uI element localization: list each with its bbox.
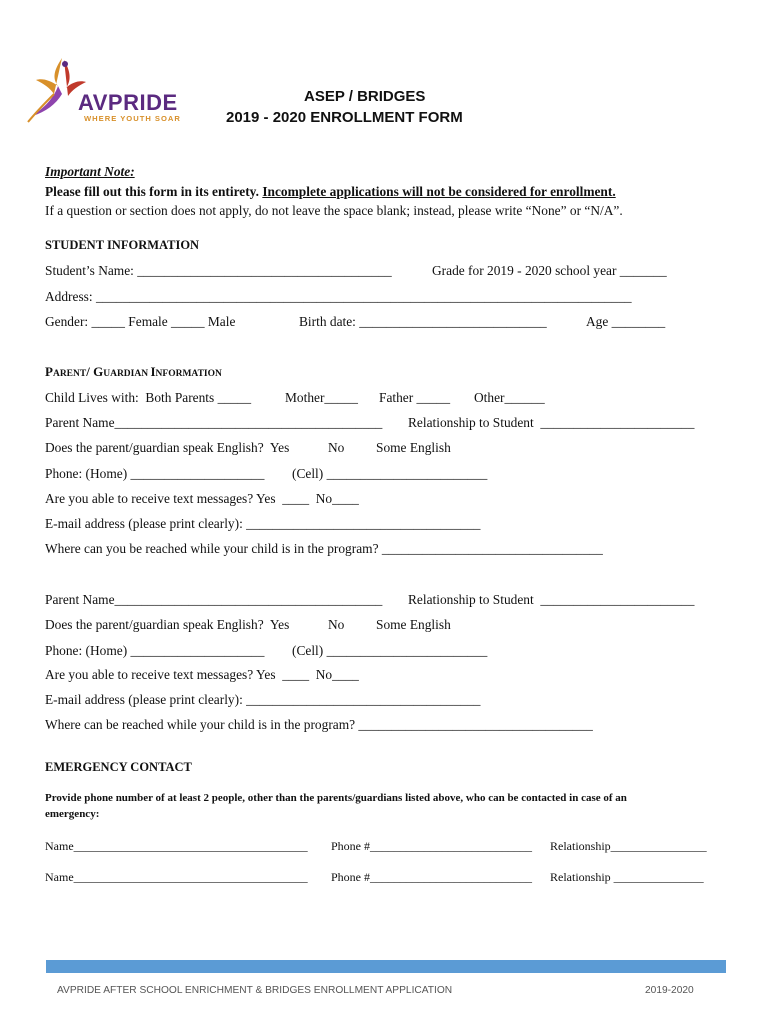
lives-mother-field[interactable]: Mother_____	[285, 390, 358, 405]
parent1-phone-cell[interactable]: (Cell) ________________________	[292, 466, 488, 481]
avpride-logo	[24, 56, 194, 128]
emergency-instruction-line1: Provide phone number of at least 2 people, other than the parents/guardians listed above, who can be contacted in case of an	[45, 792, 627, 804]
parent-heading-arent: ARENT	[52, 369, 87, 379]
emergency-instruction-line2: emergency:	[45, 808, 100, 820]
form-title-line1: ASEP / BRIDGES	[304, 88, 426, 105]
address-field[interactable]: Address: ________________________________________________________________________________	[45, 289, 632, 304]
parent1-english-no[interactable]: No	[328, 440, 345, 455]
footer-year: 2019-2020	[645, 985, 694, 996]
emergency-heading: EMERGENCY CONTACT	[45, 760, 192, 774]
gender-field[interactable]: Gender: _____ Female _____ Male	[45, 314, 236, 329]
parent2-english-yes[interactable]: Does the parent/guardian speak English? Yes	[45, 617, 290, 632]
note-heading: Important Note:	[45, 164, 135, 179]
emergency1-name-field[interactable]: Name_______________________________________	[45, 839, 308, 853]
parent2-name-field[interactable]: Parent Name________________________________________	[45, 592, 383, 607]
footer-title: AVPRIDE AFTER SCHOOL ENRICHMENT & BRIDGES ENROLLMENT APPLICATION	[57, 985, 453, 996]
form-title-line2: 2019 - 2020 ENROLLMENT FORM	[226, 109, 463, 126]
parent1-email-field[interactable]: E-mail address (please print clearly): ___________________________________	[45, 516, 481, 531]
parent2-reached-field[interactable]: Where can be reached while your child is in the program? ___________________________________	[45, 717, 593, 732]
student-heading: STUDENT INFORMATION	[45, 238, 200, 252]
parent2-phone-cell[interactable]: (Cell) ________________________	[292, 643, 488, 658]
parent-heading-i: I	[150, 364, 156, 379]
grade-field[interactable]: Grade for 2019 - 2020 school year _______	[432, 263, 667, 278]
parent1-name-field[interactable]: Parent Name________________________________________	[45, 415, 383, 430]
parent-heading-p: P	[45, 364, 53, 379]
emergency2-relationship-field[interactable]: Relationship _______________	[550, 870, 704, 884]
note-line1-bold: Please fill out this form in its entirety.	[45, 184, 263, 199]
parent2-english-some[interactable]: Some English	[376, 617, 451, 632]
logo-wordmark: AVPRIDE	[78, 90, 178, 115]
parent2-phone-home[interactable]: Phone: (Home) ____________________	[45, 643, 265, 658]
parent-heading-uardian: UARDIAN	[103, 369, 151, 379]
lives-with-field[interactable]: Child Lives with: Both Parents _____	[45, 390, 252, 405]
parent-heading-nformation: NFORMATION	[155, 369, 222, 379]
parent1-phone-home[interactable]: Phone: (Home) ____________________	[45, 466, 265, 481]
parent-heading	[45, 364, 222, 380]
parent-heading-g: G	[93, 364, 104, 379]
lives-father-field[interactable]: Father _____	[379, 390, 451, 405]
parent1-relationship-field[interactable]: Relationship to Student _______________________	[408, 415, 695, 430]
student-name-field[interactable]: Student’s Name: ______________________________________	[45, 263, 392, 278]
age-field[interactable]: Age ________	[586, 314, 666, 329]
parent2-relationship-field[interactable]: Relationship to Student _______________________	[408, 592, 695, 607]
emergency2-phone-field[interactable]: Phone #___________________________	[331, 870, 532, 884]
parent2-email-field[interactable]: E-mail address (please print clearly): ___________________________________	[45, 692, 481, 707]
birth-date-field[interactable]: Birth date: ____________________________	[299, 314, 547, 329]
logo-tagline: WHERE YOUTH SOAR	[84, 114, 181, 123]
parent1-english-some[interactable]: Some English	[376, 440, 451, 455]
parent2-text-field[interactable]: Are you able to receive text messages? Yes ____ No____	[45, 667, 359, 682]
emergency2-name-field[interactable]: Name_______________________________________	[45, 870, 308, 884]
emergency1-phone-field[interactable]: Phone #___________________________	[331, 839, 532, 853]
parent1-text-field[interactable]: Are you able to receive text messages? Yes ____ No____	[45, 491, 359, 506]
lives-other-field[interactable]: Other______	[474, 390, 545, 405]
emergency1-relationship-field[interactable]: Relationship________________	[550, 839, 707, 853]
parent1-english-yes[interactable]: Does the parent/guardian speak English? Yes	[45, 440, 290, 455]
note-line1	[45, 184, 616, 200]
parent-heading-slash: /	[86, 364, 94, 379]
parent2-english-no[interactable]: No	[328, 617, 345, 632]
footer-bar	[46, 960, 726, 973]
parent1-reached-field[interactable]: Where can you be reached while your child is in the program? _________________________________	[45, 541, 603, 556]
note-line1-underlined: Incomplete applications will not be considered for enrollment.	[262, 184, 616, 199]
note-line2: If a question or section does not apply, do not leave the space blank; instead, please write “None” or “N/A”.	[45, 203, 623, 218]
